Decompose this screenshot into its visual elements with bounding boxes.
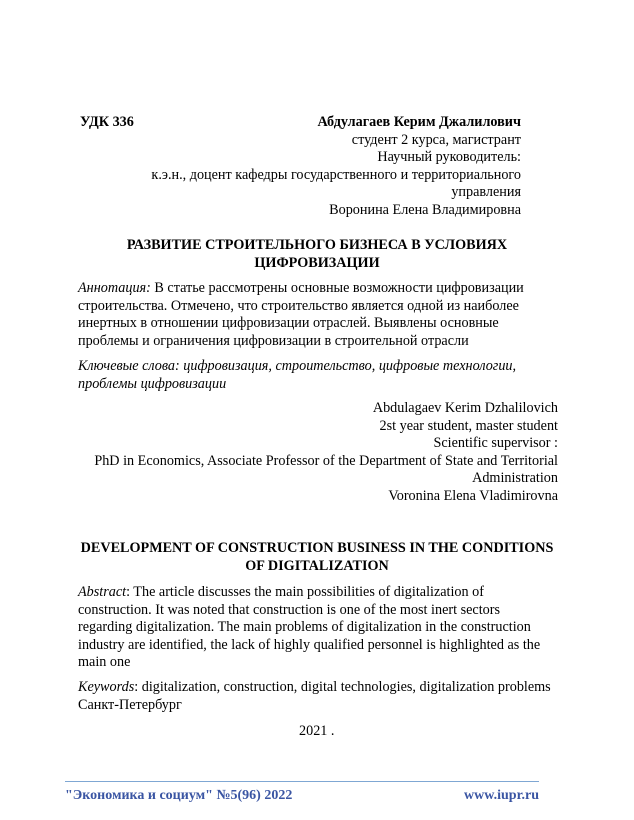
en-article-title: DEVELOPMENT OF CONSTRUCTION BUSINESS IN THE CONDITIONS OF DIGITALIZATION	[80, 540, 554, 574]
ru-author-name: Абдулагаев Керим Джалилович	[317, 114, 521, 130]
en-author-name: Abdulagaev Kerim Dzhalilovich	[372, 400, 558, 416]
en-supervisor-label: Scientific supervisor :	[433, 435, 558, 451]
en-author-status: 2st year student, master student	[379, 417, 558, 434]
footer-divider	[65, 781, 539, 782]
ru-keywords: Ключевые слова: цифровизация, строительство, цифровые технологии, проблемы цифровизации	[78, 358, 517, 392]
ru-abstract-label: Аннотация:	[78, 280, 151, 296]
ru-author-status: студент 2 курса, магистрант	[351, 131, 521, 148]
en-supervisor-title-cont: Administration	[472, 470, 558, 486]
city: Санкт-Петербург	[78, 696, 182, 713]
en-keywords-label: Keywords	[78, 679, 135, 695]
ru-article-title: РАЗВИТИЕ СТРОИТЕЛЬНОГО БИЗНЕСА В УСЛОВИЯХ ЦИФРОВИЗАЦИИ	[126, 237, 508, 271]
en-supervisor-name: Voronina Elena Vladimirovna	[388, 487, 558, 504]
en-abstract-label: Abstract	[78, 584, 127, 600]
ru-supervisor-label: Научный руководитель:	[377, 149, 521, 165]
en-author-block	[0, 400, 558, 505]
en-supervisor-title: PhD in Economics, Associate Professor of the Department of State and Territorial	[94, 452, 558, 469]
journal-site-link[interactable]: www.iupr.ru	[464, 788, 539, 803]
year: 2021 .	[299, 723, 335, 739]
journal-title: "Экономика и социум" №5(96) 2022	[65, 788, 293, 803]
en-abstract: Abstract: The article discusses the main possibilities of digitalization of construction. It was noted that construction is one of the most inert sectors regarding digitalization. The main problems of digitalization in the construction industry are identified, the lack of highly qualified personnel is highlighted as the main one	[78, 584, 541, 670]
ru-supervisor-title-cont: управления	[451, 184, 521, 200]
ru-author-block	[101, 114, 521, 219]
ru-supervisor-title: к.э.н., доцент кафедры государственного и территориального	[151, 166, 521, 183]
ru-supervisor-name: Воронина Елена Владимировна	[329, 201, 521, 218]
ru-abstract: Аннотация: В статье рассмотрены основные возможности цифровизации строительства. Отмечено, что строительство является одной из наиболее инертных в отношении цифровизации отраслей. Выявлены основные проблемы и ограничения цифровизации в строительной отрасли	[78, 280, 524, 349]
en-keywords: Keywords: digitalization, construction, digital technologies, digitalization problems Санкт-Петербург	[78, 679, 578, 714]
udk-code: УДК 336	[80, 114, 134, 130]
